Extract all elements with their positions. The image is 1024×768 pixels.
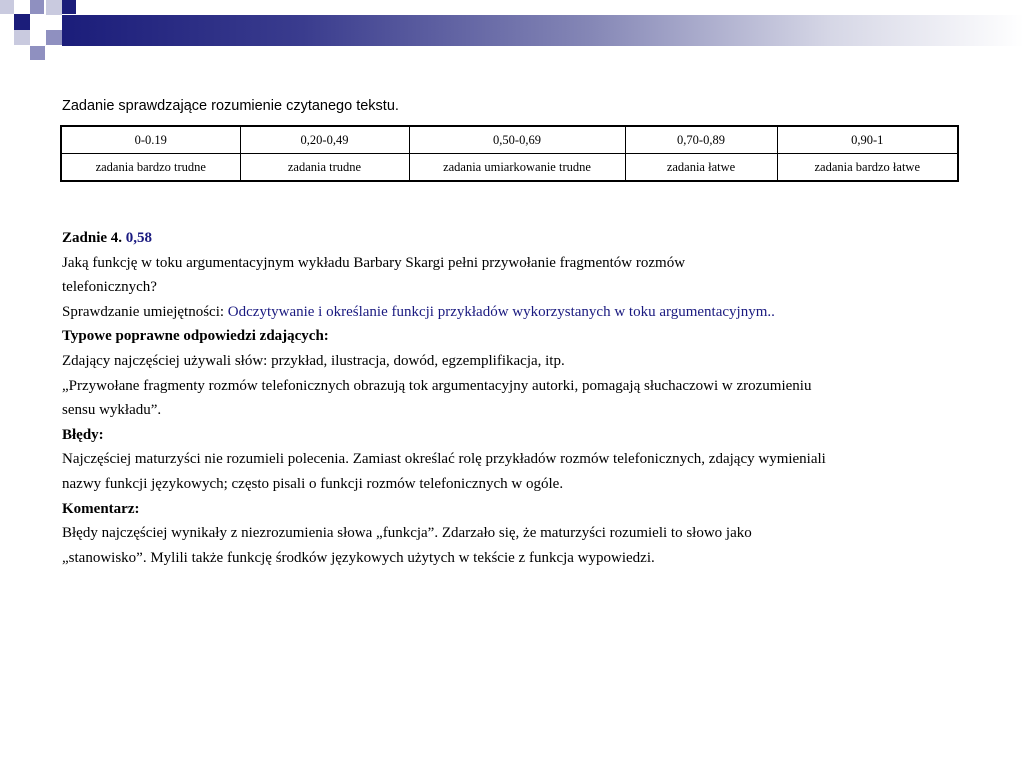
- skills-label: Sprawdzanie umiejętności:: [62, 303, 228, 320]
- table-cell-range: 0,90-1: [777, 126, 958, 154]
- table-cell-range: 0,70-0,89: [625, 126, 777, 154]
- typical-answers-heading: Typowe poprawne odpowiedzi zdających:: [62, 328, 329, 345]
- typical-answers-line: Zdający najczęściej używali słów: przykład, ilustracja, dowód, egzemplifikacja, itp.: [62, 352, 565, 369]
- comment-line: Błędy najczęściej wynikały z niezrozumienia słowa „funkcja”. Zdarzało się, że maturzyści rozumieli to słowo jako: [62, 525, 752, 542]
- comment-line: „stanowisko”. Mylili także funkcję środków językowych użytych w tekście z funkcja wypowiedzi.: [62, 549, 655, 566]
- skills-text: Odczytywanie i określanie funkcji przykładów wykorzystanych w toku argumentacyjnym..: [227, 303, 775, 320]
- header-decoration: [0, 0, 1024, 70]
- question-line: telefonicznych?: [62, 279, 157, 296]
- table-row: [61, 126, 958, 154]
- errors-line: nazwy funkcji językowych; często pisali o funkcji rozmów telefonicznych w ogóle.: [62, 475, 564, 492]
- decor-square: [46, 0, 62, 15]
- table-cell-label: zadania bardzo łatwe: [777, 154, 958, 182]
- question-line: Jaką funkcję w toku argumentacyjnym wykładu Barbary Skargi pełni przywołanie fragmentów rozmów: [62, 254, 686, 271]
- decor-square: [46, 30, 62, 45]
- task-body: [62, 226, 952, 570]
- slide-subtitle: Zadanie sprawdzające rozumienie czytanego tekstu.: [62, 98, 399, 114]
- decor-square: [30, 0, 44, 14]
- decor-square: [14, 30, 30, 45]
- typical-answers-line: sensu wykładu”.: [62, 402, 162, 419]
- task-heading: Zadnie 4.: [62, 230, 123, 246]
- difficulty-scale-table: [60, 125, 959, 182]
- errors-heading: Błędy:: [62, 426, 104, 443]
- errors-line: Najczęściej maturzyści nie rozumieli polecenia. Zamiast określać rolę przykładów rozmów telefonicznych, zdający wymieniali: [62, 451, 826, 468]
- table-cell-label: zadania bardzo trudne: [61, 154, 240, 182]
- decor-square: [14, 14, 30, 30]
- table-cell-label: zadania trudne: [240, 154, 409, 182]
- table-row: [61, 154, 958, 182]
- header-gradient-bar: [62, 15, 1024, 46]
- comment-heading: Komentarz:: [62, 500, 140, 517]
- skills-line: [62, 300, 952, 325]
- task-score: 0,58: [125, 230, 153, 246]
- decor-square: [62, 0, 76, 14]
- table-cell-range: 0,50-0,69: [409, 126, 625, 154]
- table-cell-label: zadania łatwe: [625, 154, 777, 182]
- table-cell-label: zadania umiarkowanie trudne: [409, 154, 625, 182]
- table-cell-range: 0,20-0,49: [240, 126, 409, 154]
- decor-square: [30, 46, 45, 60]
- table-cell-range: 0-0.19: [61, 126, 240, 154]
- typical-answers-line: „Przywołane fragmenty rozmów telefonicznych obrazują tok argumentacyjny autorki, pomagają słuchaczowi w zrozumieniu: [62, 377, 812, 394]
- decor-square: [0, 0, 14, 14]
- task-heading-line: [62, 226, 952, 251]
